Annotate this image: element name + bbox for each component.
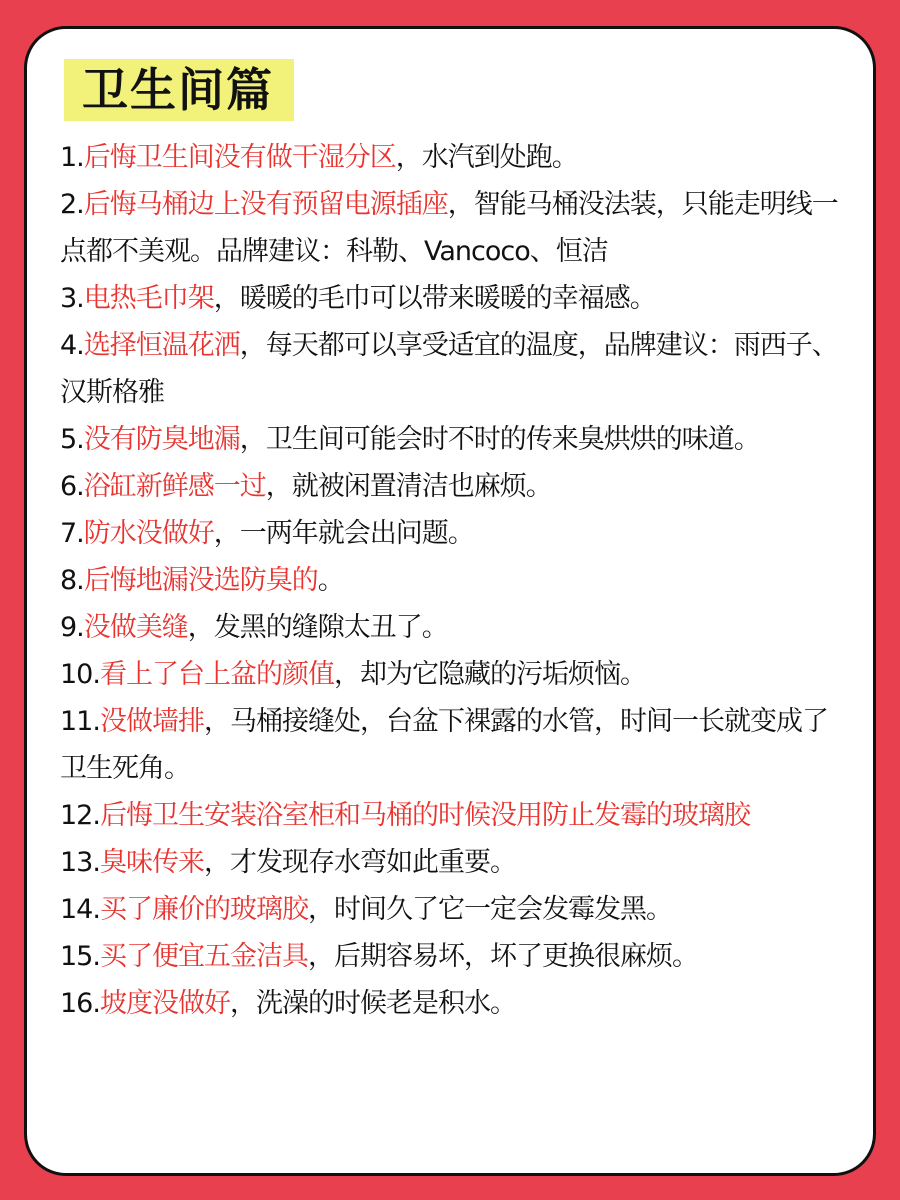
item-highlight: 买了便宜五金洁具	[99, 941, 308, 972]
item-number: 5.	[60, 424, 84, 455]
list-item	[60, 557, 850, 604]
item-number: 12.	[60, 800, 100, 831]
item-highlight: 防水没做好	[83, 518, 214, 549]
item-number: 4.	[60, 330, 84, 361]
item-text: ，水汽到处跑。	[395, 142, 578, 173]
list-item	[60, 980, 850, 1027]
item-number: 8.	[60, 565, 84, 596]
list-item	[60, 416, 850, 463]
item-highlight: 后悔马桶边上没有预留电源插座	[83, 189, 448, 220]
item-number: 2.	[60, 189, 84, 220]
item-highlight: 没有防臭地漏	[83, 424, 240, 455]
list-item	[60, 510, 850, 557]
list-item	[60, 322, 850, 416]
item-text: ，时间久了它一定会发霉发黑。	[307, 894, 672, 925]
list-item	[60, 604, 850, 651]
item-highlight: 买了廉价的玻璃胶	[99, 894, 308, 925]
item-highlight: 后悔卫生安装浴室柜和马桶的时候没用防止发霉的玻璃胶	[99, 800, 750, 831]
item-number: 13.	[60, 847, 100, 878]
item-highlight: 坡度没做好	[99, 988, 230, 1019]
item-text: ，暖暖的毛巾可以带来暖暖的幸福感。	[213, 283, 656, 314]
item-text: ，每天都可以享受适宜的温度，品牌建议：雨西子、汉斯格雅	[60, 330, 838, 408]
item-highlight: 后悔卫生间没有做干湿分区	[83, 142, 396, 173]
item-number: 9.	[60, 612, 84, 643]
item-highlight: 没做墙排	[99, 706, 204, 737]
item-text: ，却为它隐藏的污垢烦恼。	[333, 659, 646, 690]
item-highlight: 没做美缝	[83, 612, 188, 643]
item-text: ，后期容易坏，坏了更换很麻烦。	[307, 941, 698, 972]
item-number: 6.	[60, 471, 84, 502]
list-item	[60, 792, 850, 839]
item-text: ，智能马桶没法装，只能走明线一点都不美观。品牌建议：科勒、Vancoco、恒洁	[60, 189, 838, 267]
list-item	[60, 181, 850, 275]
list-item	[60, 651, 850, 698]
item-highlight: 后悔地漏没选防臭的	[83, 565, 318, 596]
item-text: ，就被闲置清洁也麻烦。	[265, 471, 552, 502]
item-highlight: 选择恒温花洒	[83, 330, 240, 361]
item-highlight: 看上了台上盆的颜值	[99, 659, 334, 690]
item-number: 7.	[60, 518, 84, 549]
item-text: ，发黑的缝隙太丑了。	[187, 612, 448, 643]
item-text: ，洗澡的时候老是积水。	[229, 988, 516, 1019]
item-text: ，一两年就会出问题。	[213, 518, 474, 549]
list-item	[60, 839, 850, 886]
page-title: 卫生间篇	[64, 59, 294, 121]
item-number: 14.	[60, 894, 100, 925]
item-number: 16.	[60, 988, 100, 1019]
list-item	[60, 933, 850, 980]
list-item	[60, 886, 850, 933]
item-text: ，马桶接缝处，台盆下裸露的水管，时间一长就变成了卫生死角。	[60, 706, 828, 784]
item-number: 3.	[60, 283, 84, 314]
item-highlight: 浴缸新鲜感一过	[83, 471, 266, 502]
list-item	[60, 698, 850, 792]
item-number: 1.	[60, 142, 84, 173]
list-item	[60, 275, 850, 322]
item-text: ，才发现存水弯如此重要。	[203, 847, 516, 878]
item-number: 10.	[60, 659, 100, 690]
tips-list	[60, 134, 850, 1027]
item-number: 15.	[60, 941, 100, 972]
item-highlight: 臭味传来	[99, 847, 204, 878]
content-card	[24, 26, 876, 1176]
list-item	[60, 463, 850, 510]
list-item	[60, 134, 850, 181]
item-text: 。	[317, 565, 344, 596]
item-number: 11.	[60, 706, 100, 737]
item-text: ，卫生间可能会时不时的传来臭烘烘的味道。	[239, 424, 760, 455]
item-highlight: 电热毛巾架	[83, 283, 214, 314]
